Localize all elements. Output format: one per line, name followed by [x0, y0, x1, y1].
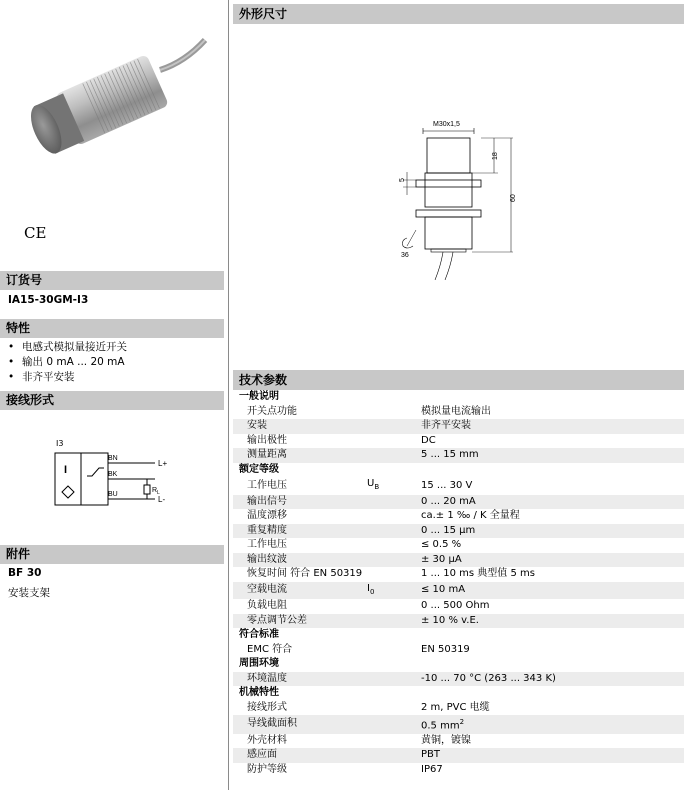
dim-5: 5: [399, 178, 406, 182]
spec-value: [421, 495, 684, 510]
spec-category-label: 额定等级: [233, 463, 684, 478]
dim-18: 18: [492, 152, 499, 160]
spec-symbol: [367, 599, 421, 614]
spec-row: [233, 763, 684, 778]
rl-label: R: [152, 487, 158, 494]
wiring-heading: 接线形式: [0, 391, 224, 410]
spec-category-label: 周围环境: [233, 657, 684, 672]
spec-value: [421, 434, 684, 449]
spec-row: [233, 448, 684, 463]
spec-label: 接线形式: [233, 701, 367, 716]
spec-value: [421, 477, 684, 495]
spec-category: [233, 628, 684, 643]
spec-row: [233, 477, 684, 495]
spec-value-text: 0 ... 20 mA: [421, 495, 476, 507]
spec-row: [233, 672, 684, 687]
product-photo: [0, 0, 224, 200]
spec-label: 开关点功能: [233, 405, 367, 420]
features-heading: 特性: [0, 319, 224, 338]
spec-value-text: PBT: [421, 749, 440, 761]
spec-symbol-sub: B: [374, 483, 380, 491]
spec-symbol-main: U: [367, 478, 375, 489]
spec-symbol: [367, 734, 421, 749]
spec-symbol: [367, 582, 421, 600]
spec-value-text: 0 ... 500 Ohm: [421, 600, 490, 611]
spec-symbol: [367, 643, 421, 658]
spec-value-text: 2 m, PVC 电缆: [421, 701, 490, 713]
spec-value-text: IP67: [421, 763, 443, 775]
accessory-desc: 安装支架: [8, 587, 50, 599]
spec-row: [233, 643, 684, 658]
spec-value: [421, 614, 684, 629]
spec-value-text: 5 ... 15 mm: [421, 449, 479, 460]
spec-label: 环境温度: [233, 672, 367, 687]
spec-category-label: 符合标准: [233, 628, 684, 643]
wire-bu-label: BU: [108, 491, 118, 498]
spec-label: 工作电压: [233, 538, 367, 553]
spec-value-text: ca.± 1 ‰ / K 全量程: [421, 510, 520, 521]
spec-row: [233, 599, 684, 614]
wiring-box-symbol: I: [64, 464, 68, 476]
spec-value-text: ± 30 µA: [421, 553, 462, 565]
spec-value-text: DC: [421, 434, 436, 446]
spec-value: [421, 734, 684, 749]
spec-value: [421, 599, 684, 614]
wire-bn-label: BN: [108, 455, 118, 462]
spec-row: [233, 734, 684, 749]
tech-heading: 技术参数: [233, 370, 684, 390]
spec-value-text: ≤ 10 mA: [421, 584, 466, 595]
spec-row: [233, 701, 684, 716]
spec-symbol: [367, 672, 421, 687]
spec-label: 输出纹波: [233, 553, 367, 568]
spec-value-text: EN 50319: [421, 643, 470, 655]
spec-symbol: [367, 509, 421, 524]
spec-symbol: [367, 419, 421, 434]
spec-category: [233, 657, 684, 672]
spec-value: [421, 448, 684, 463]
spec-category: [233, 463, 684, 478]
spec-label: 负载电阻: [233, 599, 367, 614]
spec-row: [233, 748, 684, 763]
dimension-drawing: [383, 110, 533, 280]
spec-label: 外壳材料: [233, 734, 367, 749]
wire-bk-label: BK: [108, 471, 118, 478]
order-heading: 订货号: [0, 271, 224, 290]
order-code: IA15-30GM-I3: [8, 294, 89, 306]
spec-symbol: [367, 405, 421, 420]
spec-label: 恢复时间 符合 EN 50319: [233, 567, 367, 582]
dim-thread: M30x1,5: [433, 121, 460, 128]
spec-label: EMC 符合: [233, 643, 367, 658]
spec-label: 测量距离: [233, 448, 367, 463]
spec-row: [233, 495, 684, 510]
feature-item: • 非齐平安装: [8, 370, 127, 385]
spec-table: [233, 390, 684, 777]
l-plus-label: L+: [158, 459, 168, 468]
spec-symbol-sub: 0: [369, 587, 375, 596]
spec-value: [421, 582, 684, 600]
spec-label: 导线截面积: [233, 715, 367, 734]
spec-value: [421, 567, 684, 582]
spec-row: [233, 405, 684, 420]
spec-label: 防护等级: [233, 763, 367, 778]
spec-label: 输出信号: [233, 495, 367, 510]
spec-value: [421, 553, 684, 568]
spec-symbol: [367, 701, 421, 716]
spec-category: [233, 390, 684, 405]
feature-item: • 输出 0 mA ... 20 mA: [8, 355, 127, 370]
spec-row: [233, 614, 684, 629]
spec-label: 重复精度: [233, 524, 367, 539]
spec-row: [233, 538, 684, 553]
spec-value: [421, 509, 684, 524]
spec-row: [233, 419, 684, 434]
spec-value-sup: 2: [459, 718, 465, 726]
spec-value: [421, 763, 684, 778]
spec-label: 零点调节公差: [233, 614, 367, 629]
spec-value-text: 模拟量电流输出: [421, 405, 491, 417]
spec-value: [421, 538, 684, 553]
spec-row: [233, 582, 684, 600]
spec-symbol: [367, 748, 421, 763]
spec-label: 感应面: [233, 748, 367, 763]
spec-row: [233, 715, 684, 734]
features-list: [8, 340, 127, 385]
feature-item: • 电感式模拟量接近开关: [8, 340, 127, 355]
spec-row: [233, 509, 684, 524]
spec-value: [421, 405, 684, 420]
spec-symbol: [367, 763, 421, 778]
l-minus-label: L-: [158, 495, 166, 504]
spec-label: 输出极性: [233, 434, 367, 449]
accessory-code: BF 30: [8, 567, 42, 579]
spec-label: 安装: [233, 419, 367, 434]
wiring-diagram: [50, 448, 190, 518]
spec-value-text: 黄铜，镀镍: [421, 734, 471, 746]
spec-value-text: -10 ... 70 °C (263 ... 343 K): [421, 672, 556, 684]
dim-60: 60: [510, 194, 517, 202]
spec-value: [421, 524, 684, 539]
ce-mark: CE: [24, 224, 47, 242]
spec-category: [233, 686, 684, 701]
spec-symbol-main: I: [367, 582, 370, 594]
spec-value-text: ± 10 % v.E.: [421, 614, 479, 626]
dim-36: 36: [401, 252, 409, 259]
spec-symbol: [367, 715, 421, 734]
left-column: [0, 0, 224, 790]
spec-label: 工作电压: [233, 477, 367, 495]
spec-value: [421, 419, 684, 434]
spec-symbol: [367, 434, 421, 449]
spec-row: [233, 434, 684, 449]
spec-value: [421, 672, 684, 687]
spec-symbol: [367, 538, 421, 553]
spec-value-text: 15 ... 30 V: [421, 479, 473, 491]
spec-symbol: [367, 553, 421, 568]
spec-symbol: [367, 495, 421, 510]
spec-symbol: [367, 614, 421, 629]
accessories-heading: 附件: [0, 545, 224, 564]
right-column: [233, 0, 684, 790]
spec-value: [421, 748, 684, 763]
spec-symbol: [367, 567, 421, 582]
spec-category-label: 一般说明: [233, 390, 684, 405]
spec-row: [233, 553, 684, 568]
spec-symbol: [367, 448, 421, 463]
spec-value-text: 非齐平安装: [421, 420, 471, 431]
spec-value-text: 0.5 mm: [421, 720, 460, 732]
spec-value: [421, 643, 684, 658]
spec-category-label: 机械特性: [233, 686, 684, 701]
spec-row: [233, 524, 684, 539]
rl-sub-label: L: [157, 490, 160, 496]
spec-value-text: 0 ... 15 µm: [421, 524, 476, 536]
spec-value-text: 1 ... 10 ms 典型值 5 ms: [421, 568, 535, 579]
column-divider: [228, 0, 229, 790]
spec-symbol: [367, 477, 421, 495]
spec-value: [421, 715, 684, 734]
spec-row: [233, 567, 684, 582]
spec-label: 空载电流: [233, 582, 367, 600]
spec-label: 温度漂移: [233, 509, 367, 524]
dims-heading: 外形尺寸: [233, 4, 684, 24]
spec-value: [421, 701, 684, 716]
wiring-code: I3: [56, 439, 64, 448]
spec-symbol: [367, 524, 421, 539]
spec-value-text: ≤ 0.5 %: [421, 539, 462, 550]
